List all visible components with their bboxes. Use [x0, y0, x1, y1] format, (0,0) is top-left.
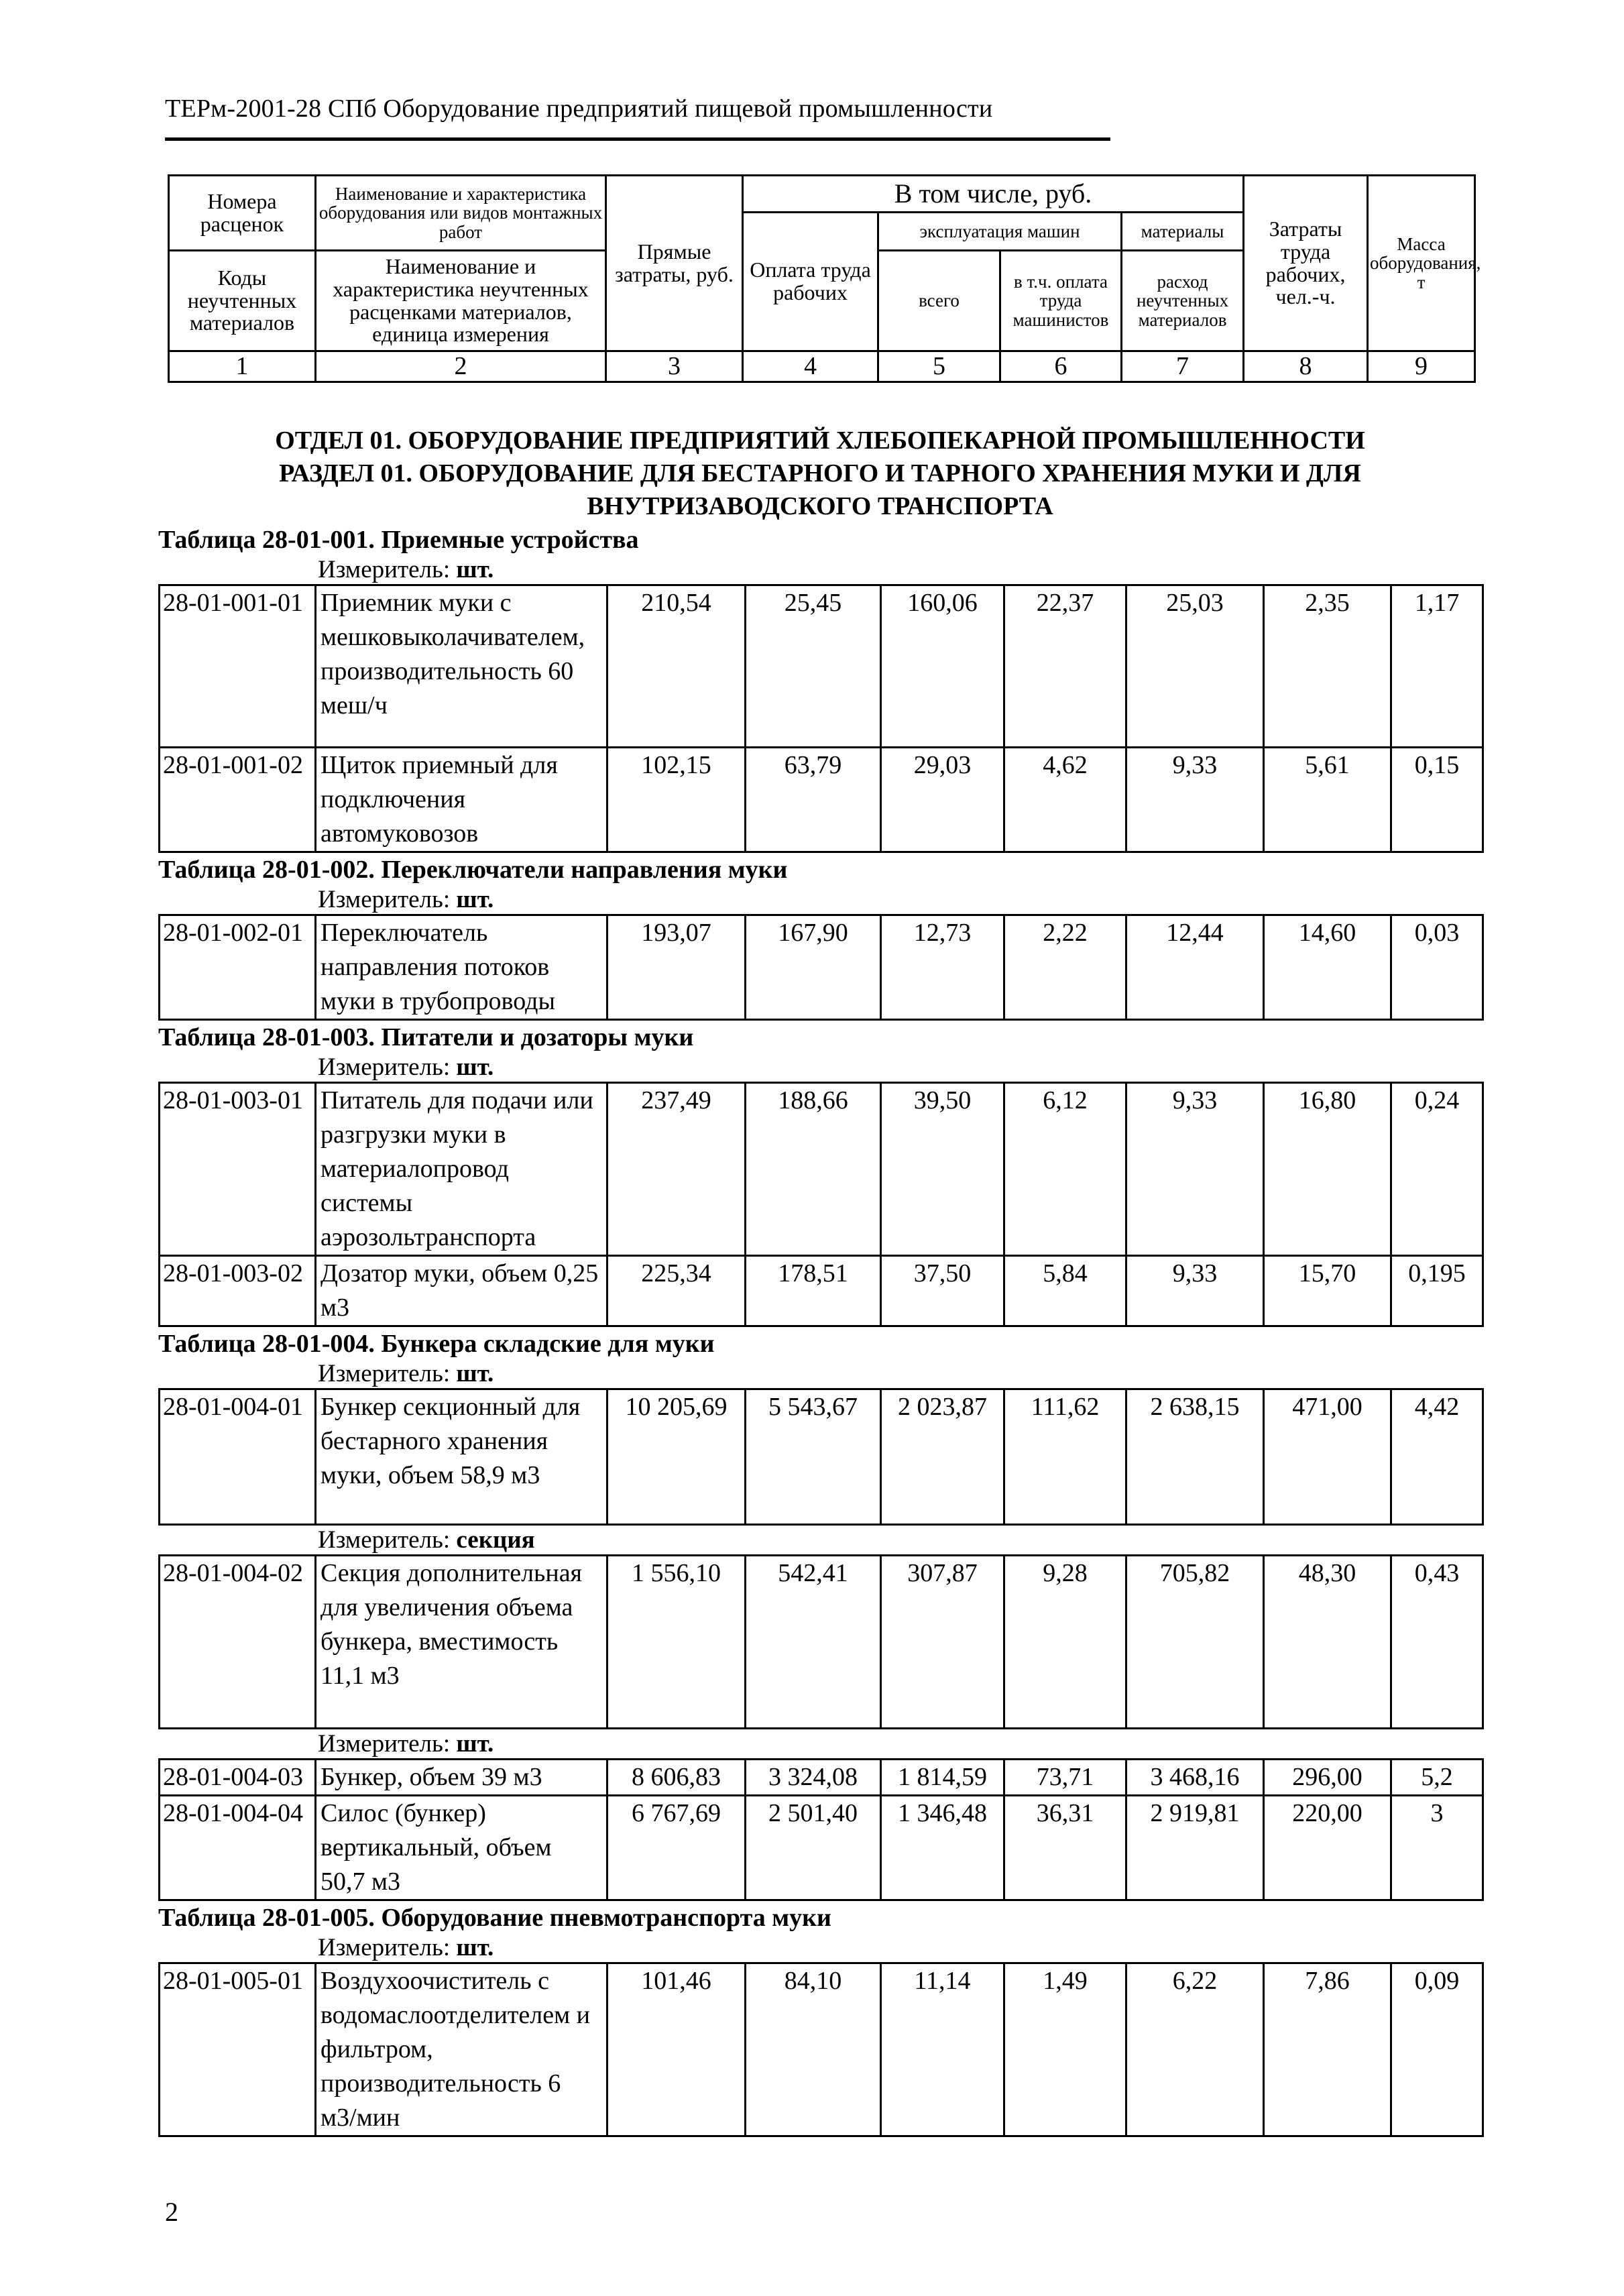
col-number: 6 [1000, 351, 1122, 382]
rate-value-c6: 36,31 [1004, 1796, 1126, 1900]
content [158, 419, 1482, 2137]
unit-prefix: Измеритель: [318, 886, 451, 913]
rate-value-c6: 22,37 [1004, 585, 1126, 748]
col-number: 3 [606, 351, 743, 382]
rate-value-c5: 11,14 [881, 1963, 1004, 2136]
rate-name: Бункер, объем 39 м3 [316, 1760, 607, 1796]
unit-label [158, 1359, 1482, 1388]
rate-value-c7: 9,33 [1126, 1256, 1264, 1326]
rate-value-c3: 210,54 [607, 585, 746, 748]
rate-value-c9: 0,03 [1391, 915, 1483, 1020]
rate-value-c9: 0,24 [1391, 1083, 1483, 1256]
rate-code: 28-01-001-01 [160, 585, 316, 748]
unit-label [158, 885, 1482, 914]
unit-label [158, 555, 1482, 584]
rate-value-c7: 3 468,16 [1126, 1760, 1264, 1796]
rate-value-c4: 167,90 [746, 915, 881, 1020]
rate-value-c6: 9,28 [1004, 1556, 1126, 1729]
unit-value: шт. [456, 1934, 494, 1961]
header-naimen-top: Наименование и характеристика оборудования или видов монтажных работ [316, 176, 606, 251]
rate-value-c8: 296,00 [1264, 1760, 1391, 1796]
header-nomera: Номера расценок [169, 176, 316, 251]
rate-value-c5: 1 346,48 [881, 1796, 1004, 1900]
table-title: Таблица 28-01-004. Бункера складские для муки [158, 1330, 715, 1358]
page-header: ТЕРм-2001-28 СПб Оборудование предприятий пищевой промышленности [165, 95, 993, 123]
unit-label [158, 1526, 1482, 1554]
unit-label [158, 1933, 1482, 1962]
rate-value-c3: 225,34 [607, 1256, 746, 1326]
table-row [160, 1389, 1483, 1525]
unit-prefix: Измеритель: [318, 1526, 451, 1554]
rate-code: 28-01-004-03 [160, 1760, 316, 1796]
rate-value-c9: 3 [1391, 1796, 1483, 1900]
rate-value-c4: 3 324,08 [746, 1760, 881, 1796]
table-row [160, 585, 1483, 748]
rate-value-c9: 4,42 [1391, 1389, 1483, 1525]
rate-value-c7: 705,82 [1126, 1556, 1264, 1729]
razdel-title-line1: РАЗДЕЛ 01. ОБОРУДОВАНИЕ ДЛЯ БЕСТАРНОГО И ТАРНОГО ХРАНЕНИЯ МУКИ И ДЛЯ [279, 459, 1361, 487]
rate-value-c8: 15,70 [1264, 1256, 1391, 1326]
rate-value-c4: 5 543,67 [746, 1389, 881, 1525]
unit-value: шт. [456, 1360, 494, 1387]
otdel-title: ОТДЕЛ 01. ОБОРУДОВАНИЕ ПРЕДПРИЯТИЙ ХЛЕБОПЕКАРНОЙ ПРОМЫШЛЕННОСТИ [275, 426, 1365, 455]
rate-value-c3: 102,15 [607, 748, 746, 852]
table-row [160, 1556, 1483, 1729]
rate-value-c6: 6,12 [1004, 1083, 1126, 1256]
rate-value-c8: 5,61 [1264, 748, 1391, 852]
page-number: 2 [165, 2197, 178, 2227]
table-title: Таблица 28-01-005. Оборудование пневмотранспорта муки [158, 1904, 831, 1932]
unit-label [158, 1053, 1482, 1082]
rate-name: Приемник муки с мешковыколачивателем, производительность 60 меш/ч [316, 585, 607, 748]
rate-table [158, 584, 1484, 853]
unit-value: шт. [456, 556, 494, 583]
table-row [160, 748, 1483, 852]
unit-prefix: Измеритель: [318, 556, 451, 583]
rate-name: Воздухоочиститель с водомаслоотделителем и фильтром, производительность 6 м3/мин [316, 1963, 607, 2136]
column-header-table [168, 174, 1481, 383]
rate-value-c8: 7,86 [1264, 1963, 1391, 2136]
rate-name: Силос (бункер) вертикальный, объем 50,7 м3 [316, 1796, 607, 1900]
header-materialy: материалы [1122, 213, 1244, 251]
rate-name: Секция дополнительная для увеличения объема бункера, вместимость 11,1 м3 [316, 1556, 607, 1729]
rate-value-c7: 2 638,15 [1126, 1389, 1264, 1525]
header-v-tom-chisle: В том числе, руб. [743, 176, 1244, 213]
rate-value-c4: 542,41 [746, 1556, 881, 1729]
rate-value-c6: 4,62 [1004, 748, 1126, 852]
rate-value-c4: 84,10 [746, 1963, 881, 2136]
rate-value-c9: 0,15 [1391, 748, 1483, 852]
rate-value-c7: 12,44 [1126, 915, 1264, 1020]
unit-prefix: Измеритель: [318, 1053, 451, 1081]
unit-prefix: Измеритель: [318, 1360, 451, 1387]
rate-value-c9: 0,43 [1391, 1556, 1483, 1729]
rate-value-c8: 48,30 [1264, 1556, 1391, 1729]
header-ekspl: эксплуатация машин [878, 213, 1122, 251]
header-rashod: расход неучтенных материалов [1122, 251, 1244, 351]
rate-code: 28-01-004-02 [160, 1556, 316, 1729]
header-oplata: Оплата труда рабочих [743, 213, 878, 351]
rate-value-c7: 2 919,81 [1126, 1796, 1264, 1900]
unit-value: шт. [456, 1053, 494, 1081]
header-zatraty: Затраты труда рабочих, чел.-ч. [1244, 176, 1368, 351]
rate-table [158, 1962, 1484, 2137]
header-massa: Масса оборудования, т [1368, 176, 1475, 351]
table-row [160, 1083, 1483, 1256]
table-row [160, 1963, 1483, 2136]
header-pryamye: Прямые затраты, руб. [606, 176, 743, 351]
rate-value-c4: 25,45 [746, 585, 881, 748]
rate-table [158, 1082, 1484, 1327]
rate-value-c5: 307,87 [881, 1556, 1004, 1729]
rate-table [158, 1758, 1484, 1901]
rate-value-c8: 2,35 [1264, 585, 1391, 748]
rate-value-c7: 9,33 [1126, 748, 1264, 852]
rate-value-c5: 1 814,59 [881, 1760, 1004, 1796]
rate-table [158, 1388, 1484, 1526]
rate-name: Бункер секционный для бестарного хранения муки, объем 58,9 м3 [316, 1389, 607, 1525]
unit-prefix: Измеритель: [318, 1934, 451, 1961]
rate-value-c9: 0,195 [1391, 1256, 1483, 1326]
col-number: 2 [316, 351, 606, 382]
header-naimen-bottom: Наименование и характеристика неучтенных расценками материалов, единица измерения [316, 251, 606, 351]
rate-value-c3: 101,46 [607, 1963, 746, 2136]
rate-value-c7: 25,03 [1126, 585, 1264, 748]
rate-value-c5: 39,50 [881, 1083, 1004, 1256]
rate-value-c9: 1,17 [1391, 585, 1483, 748]
rate-name: Дозатор муки, объем 0,25 м3 [316, 1256, 607, 1326]
rate-code: 28-01-005-01 [160, 1963, 316, 2136]
rate-name: Питатель для подачи или разгрузки муки в материалопровод системы аэрозольтранспорта [316, 1083, 607, 1256]
col-number: 7 [1122, 351, 1244, 382]
rate-value-c5: 160,06 [881, 585, 1004, 748]
header-vtch: в т.ч. оплата труда машинистов [1000, 251, 1122, 351]
rate-value-c4: 2 501,40 [746, 1796, 881, 1900]
rate-value-c6: 73,71 [1004, 1760, 1126, 1796]
rate-value-c6: 5,84 [1004, 1256, 1126, 1326]
rate-value-c3: 237,49 [607, 1083, 746, 1256]
rate-name: Переключатель направления потоков муки в трубопроводы [316, 915, 607, 1020]
rate-value-c4: 178,51 [746, 1256, 881, 1326]
table-title: Таблица 28-01-002. Переключатели направления муки [158, 856, 788, 884]
rate-value-c8: 16,80 [1264, 1083, 1391, 1256]
rate-value-c7: 6,22 [1126, 1963, 1264, 2136]
col-number: 4 [743, 351, 878, 382]
unit-value: секция [456, 1526, 535, 1554]
rate-value-c3: 193,07 [607, 915, 746, 1020]
rate-value-c3: 6 767,69 [607, 1796, 746, 1900]
rate-value-c4: 63,79 [746, 748, 881, 852]
table-title: Таблица 28-01-001. Приемные устройства [158, 526, 639, 554]
rate-value-c3: 10 205,69 [607, 1389, 746, 1525]
header-vsego: всего [878, 251, 1000, 351]
rate-value-c6: 1,49 [1004, 1963, 1126, 2136]
table-row [160, 1796, 1483, 1900]
rate-code: 28-01-003-02 [160, 1256, 316, 1326]
col-number: 5 [878, 351, 1000, 382]
col-number: 1 [169, 351, 316, 382]
col-number: 8 [1244, 351, 1368, 382]
rate-table [158, 914, 1484, 1021]
header-kody: Коды неучтенных материалов [169, 251, 316, 351]
rate-value-c8: 220,00 [1264, 1796, 1391, 1900]
rate-value-c5: 29,03 [881, 748, 1004, 852]
col-number: 9 [1368, 351, 1475, 382]
rate-value-c8: 471,00 [1264, 1389, 1391, 1525]
unit-value: шт. [456, 1730, 494, 1758]
rate-code: 28-01-004-01 [160, 1389, 316, 1525]
rate-code: 28-01-004-04 [160, 1796, 316, 1900]
rate-value-c6: 2,22 [1004, 915, 1126, 1020]
unit-value: шт. [456, 886, 494, 913]
rate-value-c5: 12,73 [881, 915, 1004, 1020]
rate-code: 28-01-003-01 [160, 1083, 316, 1256]
table-row [160, 1760, 1483, 1796]
rate-value-c4: 188,66 [746, 1083, 881, 1256]
unit-label [158, 1729, 1482, 1758]
header-rule [165, 137, 1110, 141]
rate-value-c8: 14,60 [1264, 915, 1391, 1020]
table-row [160, 915, 1483, 1020]
razdel-title-line2: ВНУТРИЗАВОДСКОГО ТРАНСПОРТА [587, 492, 1053, 520]
rate-value-c6: 111,62 [1004, 1389, 1126, 1525]
table-row [160, 1256, 1483, 1326]
rate-value-c3: 1 556,10 [607, 1556, 746, 1729]
table-title: Таблица 28-01-003. Питатели и дозаторы муки [158, 1023, 694, 1051]
price-tables [158, 524, 1482, 2137]
rate-value-c9: 5,2 [1391, 1760, 1483, 1796]
rate-code: 28-01-001-02 [160, 748, 316, 852]
rate-value-c9: 0,09 [1391, 1963, 1483, 2136]
rate-value-c3: 8 606,83 [607, 1760, 746, 1796]
rate-value-c5: 2 023,87 [881, 1389, 1004, 1525]
rate-value-c7: 9,33 [1126, 1083, 1264, 1256]
rate-table [158, 1554, 1484, 1729]
rate-name: Щиток приемный для подключения автомуковозов [316, 748, 607, 852]
rate-value-c5: 37,50 [881, 1256, 1004, 1326]
unit-prefix: Измеритель: [318, 1730, 451, 1758]
rate-code: 28-01-002-01 [160, 915, 316, 1020]
